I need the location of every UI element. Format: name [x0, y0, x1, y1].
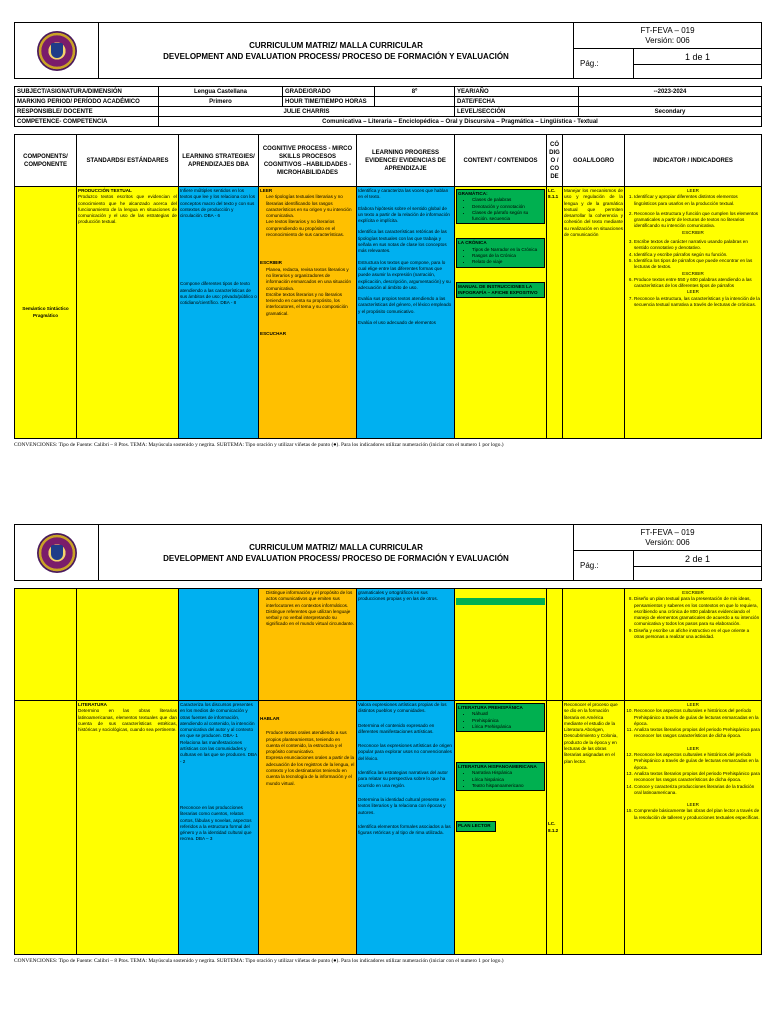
hour-value [375, 97, 455, 107]
content-box [456, 598, 545, 605]
competence-label: COMPETENCE- COMPETENCIA [15, 117, 159, 127]
content-title: LA CRÓNICA [458, 240, 487, 246]
code-cell [547, 589, 563, 701]
content-item: • Relato de viaje [472, 259, 543, 265]
indicator-heading: ESCRIBIR [682, 590, 704, 595]
curriculum-table-1 [14, 134, 762, 439]
col-strategies: LEARNING STRATEGIES/ APRENDIZAJES DBA [179, 135, 259, 187]
indicator-heading: LEER [686, 802, 699, 808]
page-2 [14, 524, 762, 964]
strategies-cell [179, 701, 259, 955]
goal-cell [563, 589, 625, 701]
indicator-item: 14. Conoce y caracteriza producciones literarias de la tradición oral latinoamericana. [634, 784, 760, 797]
cognitive-cell [259, 187, 357, 439]
col-standards: STANDARDS/ ESTÁNDARES [77, 135, 179, 187]
title-line-2: DEVELOPMENT AND EVALUATION PROCESS/ PROCESO DE FORMACIÓN Y EVALUACIÓN [163, 553, 509, 563]
form-code [573, 525, 761, 551]
indicator-item: 6. Produce textos entre 550 y 600 palabras atendiendo a las características de los diferentes tipos de párrafos [634, 277, 760, 290]
skill-heading: LEER [260, 188, 273, 193]
title-line-2: DEVELOPMENT AND EVALUATION PROCESS/ PROCESO DE FORMACIÓN Y EVALUACIÓN [163, 51, 509, 61]
evidence-item: Valora expresiones artísticas propias de los distintos pueblos y comunidades. [358, 702, 447, 714]
evidence-item: Identifica las estrategias narrativas del autor para relatar su perspectiva sobre lo que ha ocurrido en una región. [358, 770, 448, 788]
evidence-cell [357, 701, 455, 955]
content-cell [455, 589, 547, 701]
evidence-item: Identifica y caracteriza las voces que hablan en el texto. [358, 188, 449, 200]
evidence-item: Evalúa sus propios textos atendiendo a las características del género, el léxico empleado y el propósito comunicativo. [358, 296, 452, 314]
period-label: MARKING PERIOD/ PERÍODO ACADÉMICO [15, 97, 159, 107]
indicator-item: 5. Identifica los tipos de párrafos que puede encontrar en las lecturas de textos. [634, 258, 760, 271]
standard-title: PRODUCCIÓN TEXTUAL [78, 188, 132, 193]
year-value: --2023-2024 [579, 87, 762, 97]
indicator-heading: ESCRIBIR [682, 229, 704, 235]
indicators-cell [625, 701, 762, 955]
strategies-cell [179, 589, 259, 701]
content-box [456, 189, 545, 224]
conventions-note: CONVENCIONES: Tipo de Fuente: Calibri – 8 Ptos. TEMA: Mayúscula sostenido y negrita. SUBTEMA: Tipo oración y utilizar viñetas de punto (●). Para los indicadores utilizar numeración (iniciar con el numero 1 por logo.) [14, 442, 504, 448]
cognitive-cell [259, 589, 357, 701]
indicators-cell [625, 187, 762, 439]
content-title: GRAMÁTICA: [458, 191, 488, 196]
title-line-1: CURRICULUM MATRIZ/ MALLA CURRICULAR [249, 40, 423, 50]
content-item: • Clases de palabras [472, 197, 543, 203]
indicator-item: 12. Reconoce los aspectos culturales e históricos del período Prehispánico a través de guías de lecturas enmarcadas en la época. [634, 752, 760, 771]
indicator-heading: LEER [686, 745, 699, 751]
standard-title: LITERATURA [78, 702, 108, 707]
level-label: LEVEL/SECCIÓN [455, 107, 579, 117]
responsible-value: JULIE CHARRIS [159, 107, 455, 117]
content-item: • Náhuatl [472, 711, 543, 717]
code-text: FT-FEVA – 019 [640, 527, 695, 537]
code-cell: LC. 8.1.1 [547, 187, 563, 439]
document-title [99, 23, 574, 79]
evidence-item: Reconoce las expresiones artísticas de origen popular para explorar usos no convencionales del léxico. [358, 743, 452, 761]
indicator-heading: LEER [686, 702, 699, 707]
dba-text: Compone diferentes tipos de texto atendiendo a las características de sus ámbitos de uso: privado/público o cotidiano/científico. DBA - 8 [180, 281, 257, 306]
content-cell [455, 187, 547, 439]
school-logo [15, 23, 99, 79]
date-value [579, 97, 762, 107]
skill-item: • Escribe textos literarios y no literarios teniendo en cuenta su propósito, los interlocutores, el tema y su composición gramatical. [266, 292, 355, 317]
year-label: YEAR/AÑO [455, 87, 579, 97]
indicator-item: 9. Diseña y escribe un afiche instructivo en el que oriente a otras personas a realizar una actividad. [634, 628, 760, 641]
grade-value: 8º [375, 87, 455, 97]
page-number: 2 de 1 [633, 551, 761, 567]
content-box [456, 762, 545, 791]
code-text: FT-FEVA – 019 [640, 25, 695, 35]
page-blank-cell [633, 65, 761, 79]
standard-text: Determino en las obras literarias latinoamericanas, elementos textuales que dan cuenta de sus características estéticas, históricas y sociológicas, cuando sea pertinente. [78, 708, 177, 733]
evidence-cell: gramaticales y ortográficos en sus producciones propias y en las de otros. [357, 589, 455, 701]
col-indicators: INDICATOR / INDICADORES [625, 135, 762, 187]
document-header [14, 524, 762, 581]
subject-value: Lengua Castellana [159, 87, 283, 97]
standard-cell [77, 701, 179, 955]
content-item: • Teatro hispanoamericano [472, 783, 543, 789]
page-label: Pág.: [573, 551, 633, 581]
title-line-1: CURRICULUM MATRIZ/ MALLA CURRICULAR [249, 542, 423, 552]
content-item: • Prehispánica [472, 718, 543, 724]
content-title: PLAN LECTOR [456, 821, 496, 831]
content-box [456, 703, 545, 732]
col-code: CÓ DIG O / CO DE [547, 135, 563, 187]
indicator-item: 11. Analiza textos literarios propios del periodo Prehispánico para reconocer los rasgos característicos de dicha época. [634, 727, 760, 740]
strategies-cell [179, 187, 259, 439]
col-components: COMPONENTS/ COMPONENTE [15, 135, 77, 187]
code-cell: LC. 8.1.2 [547, 701, 563, 955]
page-number: 1 de 1 [633, 49, 761, 65]
conventions-note: CONVENCIONES: Tipo de Fuente: Calibri – 8 Ptos. TEMA: Mayúscula sostenido y negrita. SUBTEMA: Tipo oración y utilizar viñetas de punto (●). Para los indicadores utilizar numeración (iniciar con el numero 1 por logo.) [14, 958, 504, 964]
standard-cell [77, 187, 179, 439]
indicator-item: 7. Reconoce la estructura, las características y la intención de la secuencia textual narrativa a través de lecturas de crónicas. [634, 296, 760, 309]
content-item: • Lírica hispánica [472, 777, 543, 783]
evidence-item: Elabora hipótesis sobre el sentido global de un texto a partir de la relación de información explícita e implícita. [358, 205, 450, 224]
col-cognitive: COGNITIVE PROCESS - MIRCO SKILLS PROCESOS COGNITIVOS –HABILIDADES - MICROHABILIDADES [259, 135, 357, 187]
crest-icon [37, 31, 77, 71]
indicator-item: 10. Reconoce los aspectos culturales e históricos del período Prehispánico a través de guías de lecturas enmarcadas en la época. [634, 708, 760, 727]
evidence-item: Determina el contenido expresado en diferentes manifestaciones artísticas. [358, 722, 435, 734]
document-header [14, 22, 762, 79]
date-label: DATE/FECHA [455, 97, 579, 107]
indicators-cell [625, 589, 762, 701]
content-title: LITERATURA HISPANOAMERICANA [458, 764, 537, 770]
content-item: • Rasgos de la Crónica [472, 253, 543, 259]
period-value: Primero [159, 97, 283, 107]
page-1 [14, 22, 762, 448]
evidence-item: Determina la identidad cultural presente en textos literarios y la relaciona con épocas y autores. [358, 796, 446, 815]
version-text: Versión: 006 [645, 35, 690, 45]
content-item: • Clases de párrafo según su función. secuencia [472, 210, 543, 223]
content-box [456, 238, 545, 267]
responsible-label: RESPONSIBLE/ DOCENTE [15, 107, 159, 117]
skill-heading: ESCUCHAR [260, 331, 287, 337]
indicator-item: 1. Identificar y apropiar diferentes distintos elementos lingüísticos para usarlos en la producción textual. [634, 194, 760, 207]
indicator-item: 4. Identifica y escribe párrafos según su función. [634, 252, 760, 258]
content-cell [455, 701, 547, 955]
school-logo [15, 525, 99, 581]
component-cell: Semántico Sintáctico Pragmático [15, 187, 77, 439]
skill-item: • Distingue información y el propósito de los actos comunicativos que emiten sus interlocutores en contextos informáticos. [266, 590, 355, 609]
skill-item: • Expresa enunciaciones orales a partir de la adecuación de los registros de la lengua, el contexto y los destinatarios teniendo en cuenta la tecnología de la información y el mundo virtual. [266, 755, 355, 786]
info-table [14, 86, 762, 127]
dba-text: Reconoce en las producciones literarias como cuentos, relatos cortos, fábulas y novelas, aspectos referidos a la estructura formal del género y a la identidad cultural que recrea. DBA – 3 [180, 804, 252, 842]
evidence-item: Identifica elementos formales asociados a las figuras retóricas y al tipo de rima utilizada. [358, 823, 451, 836]
document-title [99, 525, 574, 581]
dba-text: Caracteriza los discursos presentes en los medios de comunicación y otras fuentes de información, atendiendo al contenido, la intención comunicativa del autor y al contexto en que se producen. DBA- 1 Relaciona las manifestaciones artísticas con las comunidades y culturas en las que se producen. DBA - 2 [180, 702, 257, 764]
col-evidence: LEARNING PROGRESS EVIDENCE/ EVIDENCIAS DE APRENDIZAJE [357, 135, 455, 187]
curriculum-table-2 [14, 588, 762, 955]
evidence-cell [357, 187, 455, 439]
subject-label: SUBJECT/ASIGNATURA/DIMENSIÓN [15, 87, 159, 97]
indicator-heading: LEER [686, 188, 699, 193]
indicator-item: 3. Escribe textos de carácter narrativo usando palabras en sentido connotativo y denotativo. [634, 239, 760, 252]
indicator-item: 13. Analiza textos literarios propios del periodo Prehispánico para reconocer los rasgos característicos de dicha época. [634, 771, 760, 784]
indicator-item: 2. Reconoce la estructura y función que cumplen los elementos gramaticales a partir de lecturas de textos no literarios identificando su intención comunicativa. [634, 211, 760, 230]
dba-text: Infiere múltiples sentidos en los textos que lee y los relaciona con los conceptos macro del texto y con sus contextos de producción y circulación. DBA - 6 [180, 188, 256, 219]
page-blank-cell [633, 567, 761, 581]
skill-item: • Lee textos literarios y no literarios comprendiendo su propósito en el reconocimiento de sus características. [266, 219, 355, 238]
content-title: LITERATURA PREHISPÁNICA [458, 705, 523, 710]
page-label: Pág.: [573, 49, 633, 79]
crest-icon [37, 533, 77, 573]
content-item: • Denotación y connotación [472, 204, 543, 210]
content-item: • Lírica Prehispánica [472, 724, 543, 730]
version-text: Versión: 006 [645, 537, 690, 547]
indicator-heading: LEER [686, 289, 699, 295]
evidence-item: Estructura los textos que compone, para lo cual elige entre las diferentes formas que puede asumir la expresión (narración, explicación, descripción, argumentación) y su adecuación al ámbito de uso. [358, 259, 451, 290]
col-content: CONTENT / CONTENIDOS [455, 135, 547, 187]
skill-item: • Planea, redacta, revisa textos literarios y no literarios y organizadores de información enmarcados en una situación comunicativa. [266, 267, 355, 292]
evidence-item: Evalúa el uso adecuado de elementos [358, 320, 436, 326]
content-title: MANUAL DE INSTRUCCIONES LA INFOGRAFÍA – AFICHE EXPOSITIVO [456, 282, 545, 299]
component-cell [15, 701, 77, 955]
content-item: • Narrativa Hispánica [472, 770, 543, 776]
skill-item: • Distingue referentes que utilizan lenguaje verbal y no verbal interpretando su significado en el mundo virtual circundante. [266, 609, 355, 628]
goal-cell: Reconocer el proceso que se dio en la formación literaria en América mediante el estudio de la Literatura Aborigen, Descubrimiento y Colonia, producto de la época y en lecturas de las obras literarias asignadas en el plan lector. [563, 701, 625, 955]
grade-label: GRADE/GRADO [283, 87, 375, 97]
col-goal: GOAL/LOGRO [563, 135, 625, 187]
skill-item: • Produce textos orales atendiendo a sus propios planteamientos, teniendo en cuenta el contenido, la estructura y el propósito comunicativo. [266, 730, 355, 755]
indicator-item: 15. Comprende básicamente las obras del plan lector a través de la resolución de talleres y producciones textuales específicas. [634, 808, 760, 821]
goal-cell: Manejar los mecanismos de uso y regulación de la lengua y de la gramática textual que permiten desarrollar la coherencia y cohesión del texto mediante su realización en situaciones de comunicación [563, 187, 625, 439]
skill-item: • Lee tipologías textuales literarias y no literarias identificando los rasgos característicos en su origen y su intención comunicativa. [266, 194, 355, 219]
competence-value: Comunicativa – Literaria – Enciclopédica – Oral y Discursiva – Pragmática – Lingüística - Textual [159, 117, 762, 127]
skill-heading: HABLAR [260, 716, 280, 721]
skill-heading: ESCRIBIR [260, 260, 282, 266]
hour-label: HOUR TIME/TIEMPO HORAS [283, 97, 375, 107]
content-item: • Tipos de Narrador en la Crónica [472, 247, 543, 253]
cognitive-cell [259, 701, 357, 955]
indicator-heading: ESCRIBIR [682, 270, 704, 276]
form-code [573, 23, 761, 49]
level-value: Secondary [579, 107, 762, 117]
indicator-item: 8. Diseño un plan textual para la presentación de mis ideas, pensamientos y saberes en los contextos en que lo requiera, escribiendo una crónica de 800 palabras evidenciando el manejo de elementos gramaticales de acuerdo a su intención comunicativa y todos los pasos para su elaboración. [634, 596, 760, 627]
standard-cell [77, 589, 179, 701]
component-cell [15, 589, 77, 701]
standard-text: Produzco textos escritos que evidencian el conocimiento que he alcanzado acerca del funcionamiento de la lengua en situaciones de comunicación y el uso de las estrategias de producción textual. [78, 194, 177, 225]
evidence-item: Identifica las características retóricas de las tipologías textuales con las que trabaja y señala en sus notas de clase los conceptos más relevantes. [358, 229, 447, 254]
